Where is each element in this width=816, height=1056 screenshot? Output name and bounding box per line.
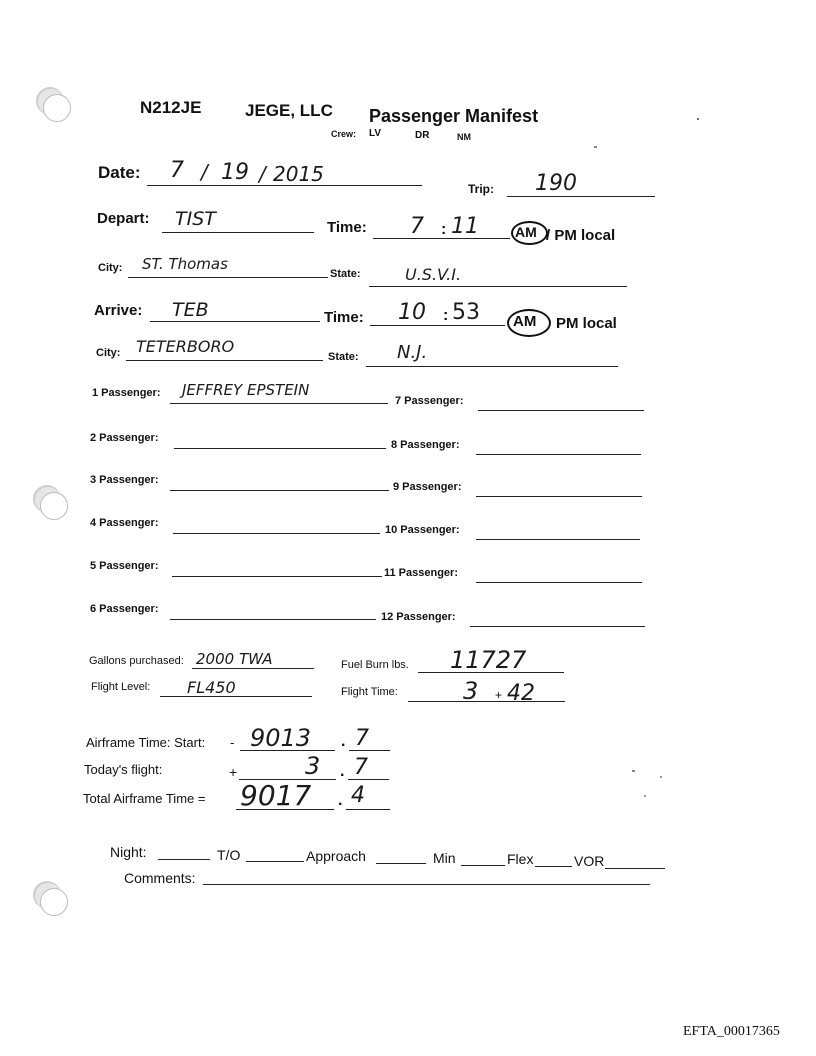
airframe-start-dot: . [341,733,346,750]
depart-state-line [369,286,627,287]
takeoff-label: T/O [217,847,241,863]
vor-line [605,868,665,869]
vor-label: VOR [574,853,605,869]
flight-time-minutes: 42 [507,681,535,706]
takeoff-line [246,861,304,862]
depart-minute: 11 [451,214,479,239]
scan-speck [660,776,662,778]
crew-nm: NM [457,132,471,142]
todays-flight-label: Today's flight: [84,762,163,777]
todays-flight-whole: 3 [305,752,321,780]
passenger-label: 6 Passenger: [90,603,159,615]
airframe-start-label: Airframe Time: Start: [86,735,206,750]
date-label: Date: [98,163,141,182]
flight-level-line [160,696,312,697]
arrive-pm-local: PM local [556,315,617,332]
passenger-label: 11 Passenger: [384,567,458,579]
passenger-line [476,454,641,455]
airframe-dash: - [230,735,235,750]
arrive-city: TETERBORO [136,337,235,356]
passenger-line [476,539,640,540]
depart-am: AM [515,224,537,240]
passenger-line [173,533,380,534]
date-day: 19 [221,160,249,185]
arrive-hour: 10 [398,300,426,325]
gallons-line [192,668,314,669]
depart-city-line [128,277,328,278]
passenger-label: 2 Passenger: [90,432,159,444]
flight-time-line [408,701,565,702]
flight-time-plus: + [495,688,503,702]
arrive-time-label: Time: [324,309,364,326]
depart-pm-local: / PM local [546,227,616,244]
arrive-colon: : [443,307,449,324]
flex-line [535,866,572,867]
total-airframe-label: Total Airframe Time = [83,791,206,806]
passenger-line [174,448,386,449]
todays-flight-dot: . [340,763,345,780]
passenger-label: 9 Passenger: [393,481,462,493]
trip-number: 190 [535,171,577,196]
passenger-name: JEFFREY EPSTEIN [182,381,310,399]
trip-line [507,196,655,197]
depart-time-label: Time: [327,219,367,236]
flight-level-value: FL450 [187,678,236,697]
airframe-start-whole: 9013 [250,724,312,752]
date-year: 2015 [273,162,324,186]
document-id: EFTA_00017365 [683,1024,780,1039]
flight-level-label: Flight Level: [91,681,151,693]
crew-lv: LV [369,128,382,139]
approach-line [376,863,426,864]
trip-label: Trip: [468,182,494,196]
depart-label: Depart: [97,210,150,227]
company-name: JEGE, LLC [245,101,333,120]
arrive-state-label: State: [328,351,359,363]
scan-speck [632,770,635,772]
airframe-start-tenth: 7 [355,726,369,751]
fuel-burn-label: Fuel Burn lbs. [341,659,409,671]
flight-time-hours: 3 [463,677,479,705]
form-title: Passenger Manifest [369,106,539,126]
passenger-label: 1 Passenger: [92,387,161,399]
passenger-label: 3 Passenger: [90,474,159,486]
total-airframe-dot: . [338,792,343,809]
depart-hour: 7 [410,214,424,239]
night-label: Night: [110,844,147,860]
min-label: Min [433,850,456,866]
todays-flight-sign: + [229,764,238,780]
arrive-time-line [370,325,505,326]
total-airframe-whole: 9017 [240,779,312,812]
depart-state-label: State: [330,268,361,280]
arrive-airport: TEB [172,299,209,321]
passenger-label: 7 Passenger: [395,395,464,407]
total-airframe-tenth-line [346,809,390,810]
passenger-line [470,626,645,627]
passenger-line [172,576,382,577]
crew-label: Crew: [331,129,357,139]
passenger-line [476,496,642,497]
scan-speck [644,795,646,797]
arrive-line [150,321,320,322]
scan-speck [594,146,597,148]
passenger-label: 4 Passenger: [90,517,159,529]
min-line [461,865,505,866]
flight-time-label: Flight Time: [341,686,398,698]
passenger-label: 8 Passenger: [391,439,460,451]
arrive-am: AM [513,313,537,330]
passenger-line [170,403,388,404]
date-month: 7 [170,158,184,183]
depart-line [162,232,314,233]
depart-airport: TIST [175,208,216,230]
crew-dr: DR [415,130,430,141]
depart-colon: : [441,221,447,238]
depart-state: U.S.V.I. [405,265,462,284]
todays-flight-tenth: 7 [354,755,368,780]
depart-city-label: City: [98,262,123,274]
passenger-line [170,490,389,491]
binder-hole-middle [40,492,68,520]
date-slash-1: / [201,160,208,184]
total-airframe-tenth: 4 [351,783,365,808]
arrive-state: N.J. [397,342,428,363]
passenger-label: 12 Passenger: [381,611,456,623]
passenger-label: 10 Passenger: [385,524,460,536]
arrive-city-label: City: [96,347,121,359]
arrive-label: Arrive: [94,302,143,319]
flex-label: Flex [507,851,534,867]
date-slash-2: / [259,162,266,186]
passenger-line [478,410,644,411]
passenger-line [476,582,642,583]
arrive-minute: 53 [452,300,480,325]
binder-hole-bottom [40,888,68,916]
approach-label: Approach [306,848,366,864]
arrive-state-line [366,366,618,367]
depart-city: ST. Thomas [142,255,228,273]
comments-line [203,884,650,885]
binder-hole-top [43,94,71,122]
scan-speck [697,118,699,120]
tail-number: N212JE [140,98,202,117]
passenger-label: 5 Passenger: [90,560,159,572]
arrive-city-line [126,360,323,361]
gallons-label: Gallons purchased: [89,655,184,667]
gallons-value: 2000 TWA [196,650,273,668]
fuel-burn-value: 11727 [450,646,527,674]
night-line [158,859,210,860]
passenger-line [170,619,376,620]
comments-label: Comments: [124,870,196,886]
